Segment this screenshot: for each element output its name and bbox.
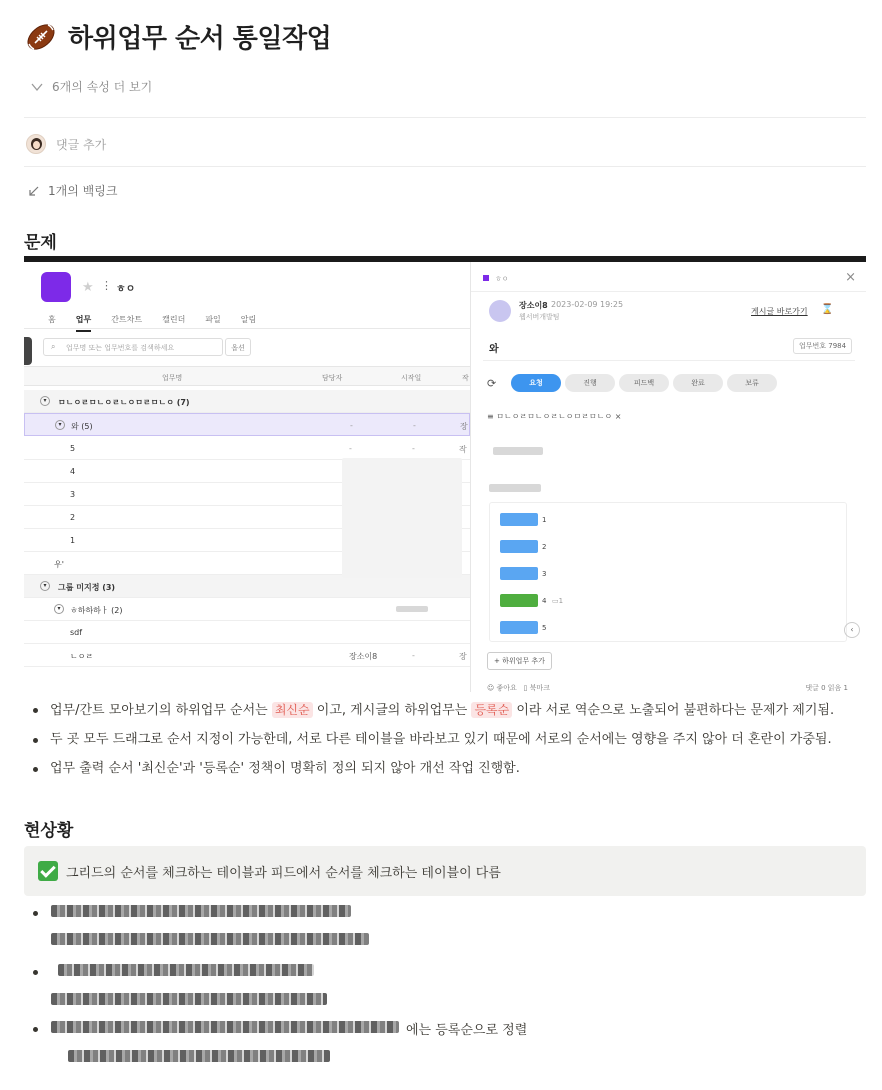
bullet-text: 이고, 게시글의 하위업무는 [312,703,472,718]
parent-task-label[interactable]: ㅁㄴㅇㄹㅁㄴㅇㄹㄴㅇㅁㄹㅁㄴㅇ × [496,412,622,421]
row-assignee: 장소이8 [349,652,378,661]
blurred-region [493,447,543,455]
subtask-label: 5 [542,624,547,632]
table-row[interactable] [24,437,470,460]
section-heading-problem: 문제 [24,233,57,253]
project-name: ㅎㅇ [116,284,136,295]
search-placeholder: 업무명 또는 업무번호를 검색하세요 [66,344,175,352]
bookmark-button[interactable]: ▯ 북마크 [523,684,550,692]
redacted-text [68,1050,330,1062]
caret-down-icon[interactable]: ▾ [40,581,50,591]
row-label: 2 [70,513,76,522]
callout-text: 그리드의 순서를 체크하는 테이블과 피드에서 순서를 체크하는 테이블이 다름 [66,865,501,881]
status-done[interactable]: 완료 [673,374,723,392]
caret-down-icon[interactable]: ▾ [55,420,65,430]
divider [24,328,470,329]
redacted-text [51,993,327,1005]
tab-alerts[interactable]: 알림 [240,315,257,324]
embedded-screenshot [24,256,866,692]
like-button[interactable]: ☺ 좋아요 [487,684,517,692]
subtask-bar [500,540,538,553]
chevron-down-icon [30,80,44,94]
section-heading-status: 현상황 [24,821,74,841]
grid-header [24,366,470,386]
read-stats: 댓글 0 읽음 1 [805,684,848,692]
title-row [24,18,331,55]
blurred-region [396,606,428,612]
inline-code-tag: 최신순 [272,702,313,718]
row-label: ㅎ하하하ㅏ (2) [70,606,123,615]
task-detail-panel [470,262,866,692]
redacted-text [51,905,351,917]
status-request[interactable]: 요청 [511,374,561,392]
row-label: 4 [70,467,76,476]
tab-files[interactable]: 파일 [205,315,221,324]
sort-note: 에는 등록순으로 정렬 [406,1023,528,1038]
row-label: 와 (5) [71,422,93,431]
row-partial: 장 [459,652,467,661]
properties-toggle-label: 6개의 속성 더 보기 [52,80,153,94]
task-search-input[interactable] [43,338,223,356]
project-color-swatch [483,275,489,281]
parent-task [487,411,621,422]
bullet-dot [33,1027,38,1032]
row-label: sdf [70,628,83,637]
status-progress[interactable]: 진행 [565,374,615,392]
add-subtask-button[interactable]: + 하위업무 추가 [487,652,552,670]
page-title: 하위업무 순서 통일작업 [68,24,332,54]
post-title: 와 [489,344,499,355]
tab-calendar[interactable]: 캘린더 [162,315,186,324]
divider [24,166,866,167]
task-grid-panel [24,262,470,692]
reaction-bar [487,683,550,692]
redacted-text [51,1021,399,1033]
goto-post-link[interactable]: 게시글 바로가기 [751,307,808,316]
row-label: 그룹 미지정 (3) [58,583,116,592]
pin-icon[interactable]: ⌛ [821,304,834,315]
bookmark-label: 북마크 [529,684,550,692]
divider [483,360,855,361]
check-icon [38,861,58,881]
table-row[interactable] [24,644,470,667]
inline-code-tag: 등록순 [471,702,512,718]
table-row[interactable] [24,621,470,644]
col-header-start[interactable]: 시작일 [401,374,422,382]
properties-toggle[interactable] [30,78,152,95]
project-tabs [48,314,276,332]
problem-list [24,698,866,786]
author-team: 웹서버개발팀 [519,313,560,321]
arrow-down-left-icon [28,185,40,197]
comment-placeholder: 댓글 추가 [56,137,107,152]
star-icon[interactable]: ★ [82,280,94,295]
comment-count-badge: ▭1 [552,597,564,605]
row-assignee: - [350,421,353,430]
divider [24,117,866,118]
backlinks-link[interactable] [28,182,117,199]
detail-header: ㅎㅇ [495,275,509,283]
subtask-label: 2 [542,543,547,551]
avatar [26,134,46,154]
table-row[interactable] [24,575,470,598]
row-start: - [413,421,416,430]
row-label: ㅁㄴㅇㄹㅁㄴㅇㄹㄴㅇㅁㄹㅁㄴㅇ (7) [58,398,190,407]
row-label: 1 [70,536,76,545]
col-header-assignee[interactable]: 담당자 [322,374,343,382]
list-item [24,698,866,723]
row-label: 3 [70,490,76,499]
bullet-dot [33,970,38,975]
comment-count: 1 [558,597,564,605]
project-logo [41,272,71,302]
tab-tasks[interactable]: 업무 [76,314,91,332]
subtask-bar [500,594,538,607]
callout [24,846,866,896]
task-number-badge: 업무번호 7984 [793,338,852,354]
avatar [489,300,511,322]
divider [471,291,866,292]
parent-icon: ≡ [487,412,497,421]
bullet-dot [33,911,38,916]
sidebar-handle[interactable] [24,337,32,365]
status-hold[interactable]: 보류 [727,374,777,392]
blurred-region [489,484,541,492]
close-icon[interactable]: × [845,270,856,285]
subtask-list [489,502,847,642]
row-label: 5 [70,444,76,453]
row-assignee: - [349,444,352,453]
bullet-text: 두 곳 모두 드래그로 순서 지정이 가능한데, 서로 다른 테이블을 바라보고 있기 때문에 서로의 순서에는 영향을 주지 않아 더 혼란이 가중됨. [50,732,832,747]
row-start: - [412,651,415,660]
list-item [24,757,866,781]
redacted-text [58,964,314,976]
subtask-bar [500,567,538,580]
more-icon[interactable]: ⋮ [101,279,112,292]
subtask-label: 4 [542,597,547,605]
table-row[interactable] [24,390,470,413]
tab-gantt[interactable]: 간트차트 [111,315,143,324]
comment-input[interactable] [26,134,106,154]
caret-down-icon[interactable]: ▾ [54,604,64,614]
search-icon: ⌕ [51,342,56,351]
row-partial: 장 [460,422,468,431]
bullet-text: 업무 출력 순서 '최신순'과 '등록순' 정책이 명확히 정의 되지 않아 개선 작업 진행함. [50,761,520,776]
blurred-region [342,458,462,578]
status-selector [511,374,781,392]
row-partial: 작 [459,445,467,454]
subtask-label: 1 [542,516,547,524]
tab-home[interactable]: 홈 [48,315,56,324]
caret-down-icon[interactable]: ▾ [40,396,50,406]
post-date: 2023-02-09 19:25 [551,300,624,309]
table-row[interactable] [24,413,470,436]
author-name [519,300,548,311]
backlinks-label: 1개의 백링크 [48,184,118,198]
subtask-bar [500,621,538,634]
option-button[interactable]: 옵션 [225,338,251,356]
row-label: ㄴㅇㄹ [70,652,94,661]
redacted-text [51,933,369,945]
football-icon [24,20,58,54]
status-icon: ⟳ [487,377,497,390]
status-feedback[interactable]: 피드백 [619,374,669,392]
subtask-label: 3 [542,570,547,578]
subtask-bar [500,513,538,526]
col-header-name: 업무명 [162,374,183,382]
chevron-left-icon[interactable]: ‹ [844,622,860,638]
row-label: 우' [54,560,64,569]
bullet-text: 이라 서로 역순으로 노출되어 불편하다는 문제가 제기됨. [512,703,835,718]
col-header-partial: 작 [462,374,469,382]
bullet-text: 업무/간트 모아보기의 하위업무 순서는 [50,703,272,718]
list-item [24,728,866,752]
row-start: - [412,444,415,453]
author-name-text: 장소이8 [519,301,548,310]
like-label: 좋아요 [496,684,517,692]
